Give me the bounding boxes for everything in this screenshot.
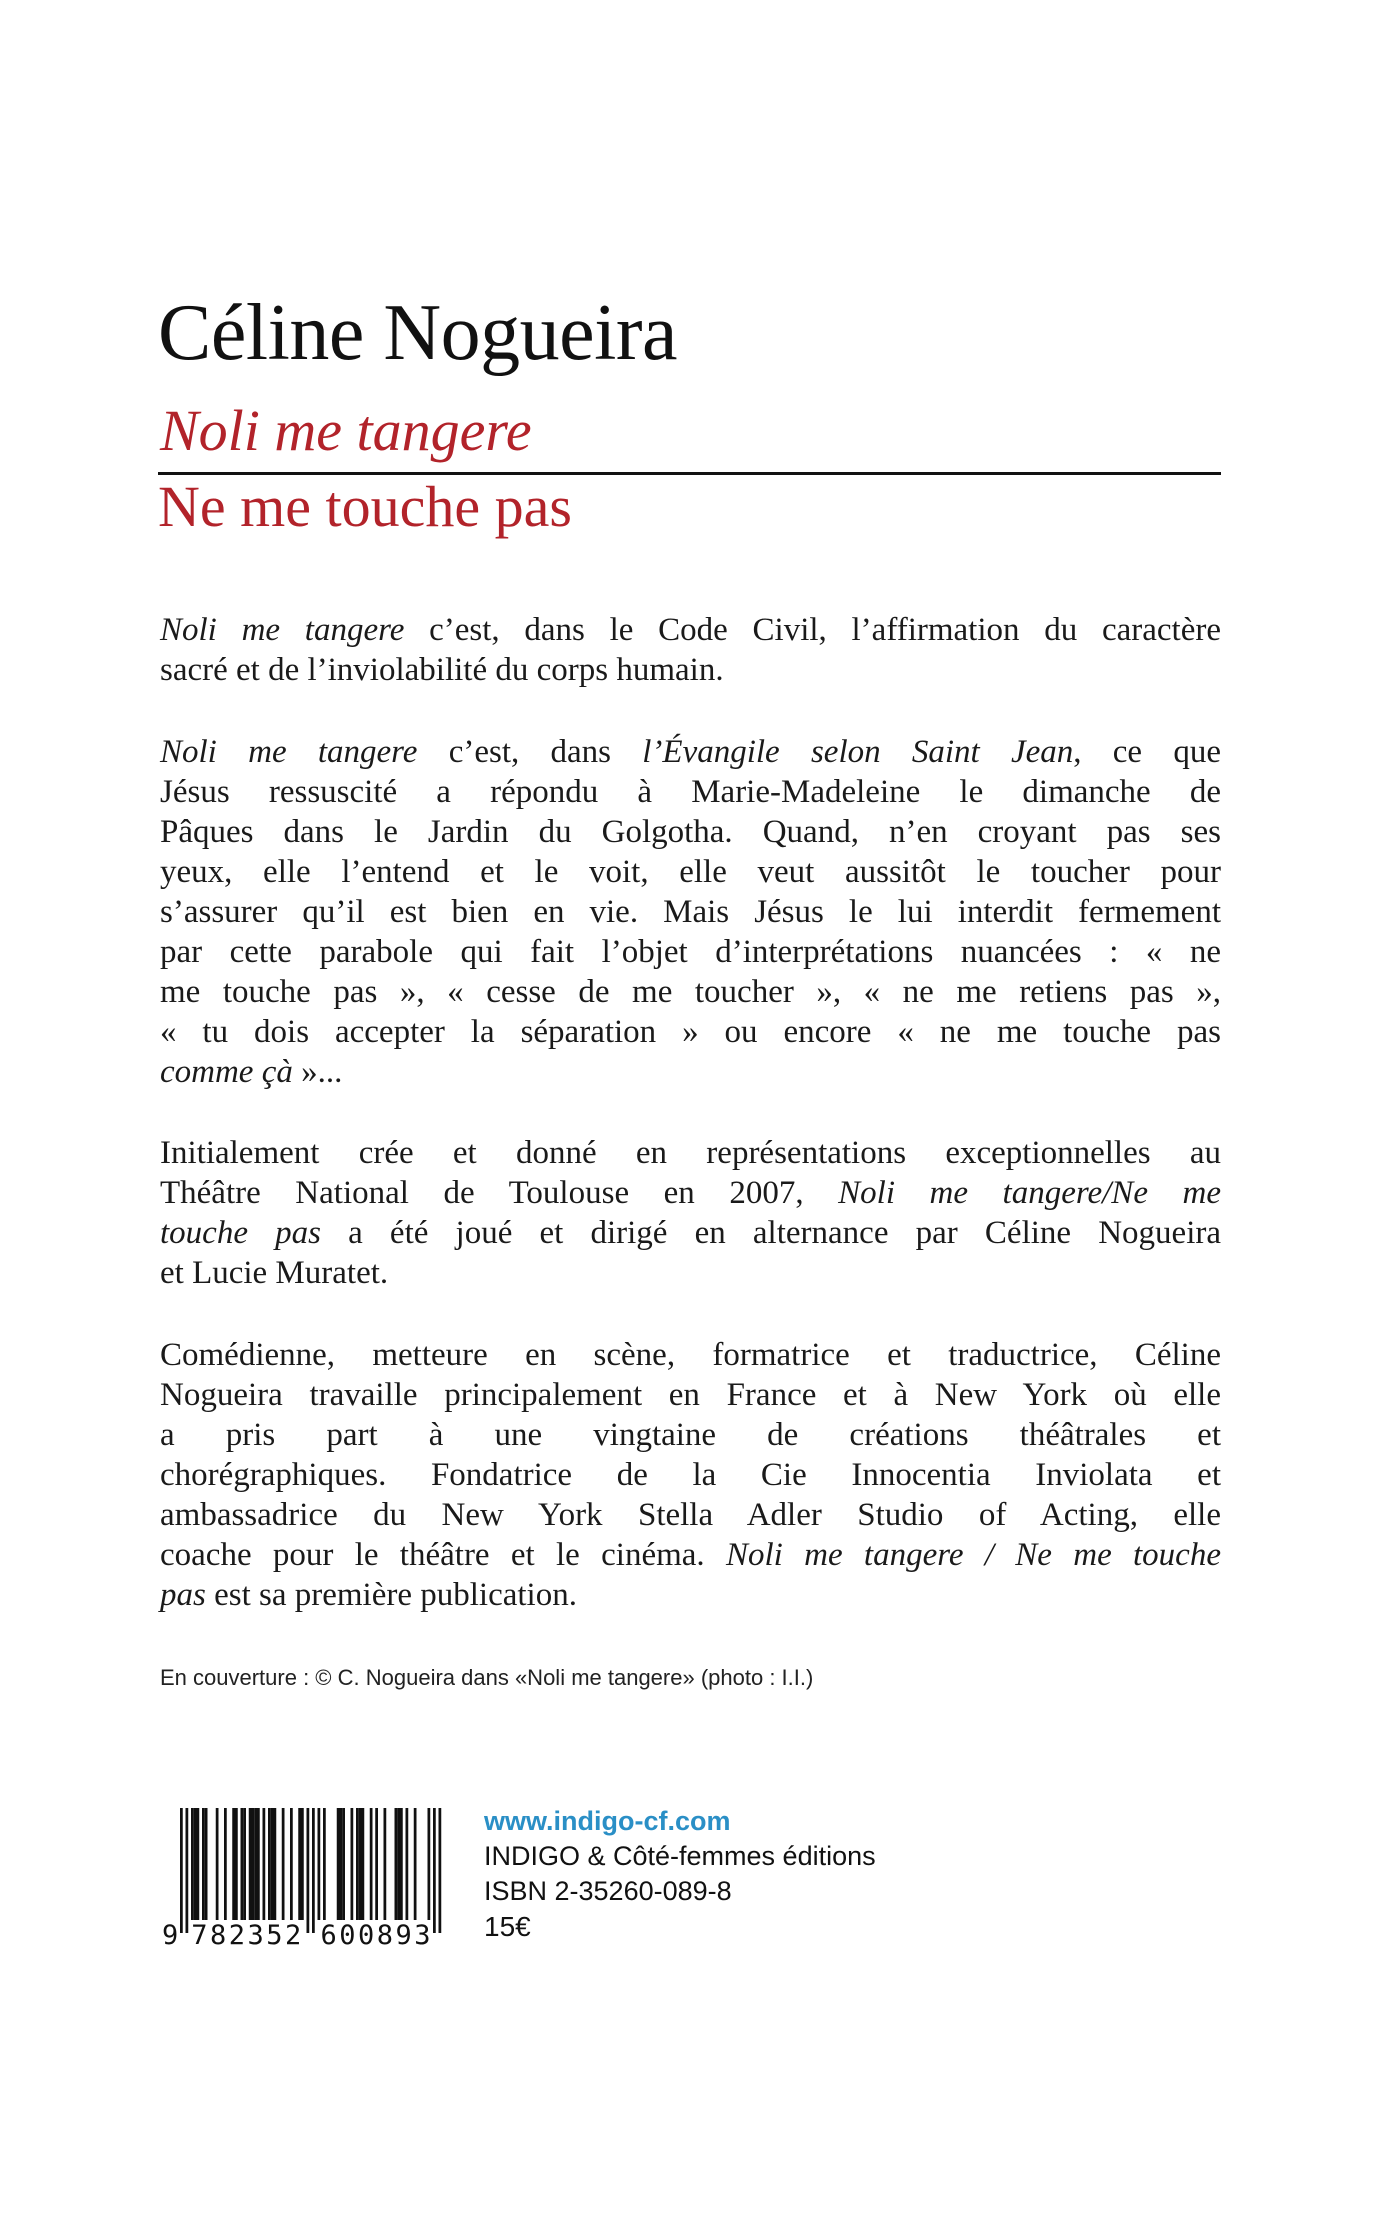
blurb-line <box>160 892 1221 932</box>
blurb-line <box>160 1133 1221 1173</box>
blurb-line <box>160 732 1221 772</box>
blurb-line <box>160 972 1221 1012</box>
text-segment: chorégraphiques. Fondatrice de la Cie Innocentia Inviolata et <box>160 1457 1221 1493</box>
italic-text: comme çà <box>160 1054 293 1090</box>
text-segment: a pris part à une vingtaine de créations théâtrales et <box>160 1417 1221 1453</box>
text-segment: Pâques dans le Jardin du Golgotha. Quand, n’en croyant pas ses <box>160 814 1221 850</box>
text-segment: me touche pas », « cesse de me toucher », « ne me retiens pas », <box>160 974 1221 1010</box>
blurb-line <box>160 1535 1221 1575</box>
text-segment: ambassadrice du New York Stella Adler Studio of Acting, elle <box>160 1497 1221 1533</box>
publisher-website-link[interactable]: www.indigo-cf.com <box>484 1806 731 1836</box>
blurb-line <box>160 1415 1221 1455</box>
text-segment: par cette parabole qui fait l’objet d’interprétations nuancées : « ne <box>160 934 1221 970</box>
blurb-line <box>160 1335 1221 1375</box>
barcode-icon <box>160 1808 460 1953</box>
text-segment: c’est, dans le Code Civil, l’affirmation du caractère <box>404 612 1221 648</box>
price: 15€ <box>484 1911 531 1942</box>
italic-text: Noli me tangere <box>160 734 418 770</box>
text-segment: Initialement crée et donné en représentations exceptionnelles au <box>160 1135 1221 1171</box>
text-segment: Théâtre National de Toulouse en 2007, <box>160 1175 839 1211</box>
italic-text: pas <box>160 1577 206 1613</box>
text-segment: et Lucie Muratet. <box>160 1255 389 1291</box>
blurb-line <box>160 610 1221 650</box>
text-segment: Nogueira travaille principalement en France et à New York où elle <box>160 1377 1221 1413</box>
text-segment: est sa première publication. <box>205 1577 577 1613</box>
text-segment: coache pour le théâtre et le cinéma. <box>160 1537 726 1573</box>
title-latin: Noli me tangere <box>160 398 532 463</box>
isbn-number: ISBN 2-35260-089-8 <box>484 1876 732 1906</box>
blurb-line <box>160 1253 1221 1293</box>
svg-text:9: 9 <box>162 1920 179 1951</box>
italic-text: l’Évangile selon Saint Jean <box>642 734 1074 770</box>
publisher-name: INDIGO & Côté-femmes éditions <box>484 1841 876 1871</box>
italic-text: Noli me tangere/Ne me <box>838 1175 1221 1211</box>
blurb-line <box>160 1495 1221 1535</box>
blurb-line <box>160 1575 1221 1615</box>
italic-text: touche pas <box>160 1215 321 1251</box>
text-segment: « tu dois accepter la séparation » ou encore « ne me touche pas <box>160 1014 1221 1050</box>
blurb-line <box>160 1375 1221 1415</box>
italic-text: Noli me tangere / Ne me touche <box>725 1537 1221 1573</box>
title-french: Ne me touche pas <box>158 474 572 539</box>
blurb-line <box>160 650 1221 690</box>
text-segment: , ce que <box>1073 734 1221 770</box>
blurb-line <box>160 1012 1221 1052</box>
text-segment: c’est, dans <box>417 734 643 770</box>
text-segment: a été joué et dirigé en alternance par Céline Nogueira <box>320 1215 1221 1251</box>
blurb-line <box>160 1213 1221 1253</box>
text-segment: Jésus ressuscité a répondu à Marie-Madeleine le dimanche de <box>160 774 1221 810</box>
blurb-line <box>160 932 1221 972</box>
blurb-line <box>160 772 1221 812</box>
publisher-info <box>484 1804 876 1944</box>
text-segment: »... <box>292 1054 343 1090</box>
text-segment: s’assurer qu’il est bien en vie. Mais Jésus le lui interdit fermement <box>160 894 1221 930</box>
italic-text: Noli me tangere <box>160 612 405 648</box>
text-segment: yeux, elle l’entend et le voit, elle veut aussitôt le toucher pour <box>160 854 1221 890</box>
blurb-line <box>160 1173 1221 1213</box>
text-segment: sacré et de l’inviolabilité du corps humain. <box>160 652 724 688</box>
cover-photo-credit: En couverture : © C. Nogueira dans «Noli me tangere» (photo : I.I.) <box>160 1665 814 1690</box>
blurb-line <box>160 812 1221 852</box>
svg-text:782352: 782352 <box>191 1920 302 1951</box>
isbn-barcode <box>160 1808 460 1953</box>
author-name: Céline Nogueira <box>158 289 677 377</box>
blurb-line <box>160 1052 1221 1092</box>
text-segment: Comédienne, metteure en scène, formatrice et traductrice, Céline <box>160 1337 1221 1373</box>
svg-text:600893: 600893 <box>320 1920 431 1951</box>
blurb-line <box>160 1455 1221 1495</box>
blurb-line <box>160 852 1221 892</box>
